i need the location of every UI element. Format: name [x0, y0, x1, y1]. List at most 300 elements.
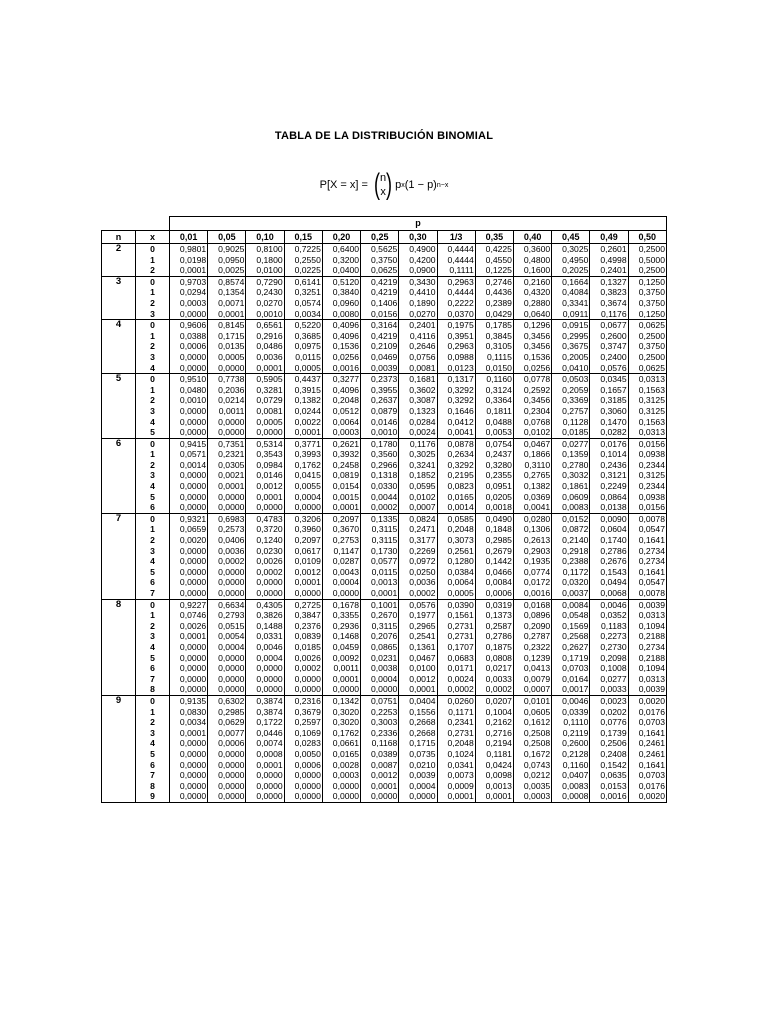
probability-cell: 0,0911	[552, 309, 590, 320]
probability-cell: 0,0512	[322, 406, 360, 417]
probability-cell: 0,1563	[628, 417, 666, 428]
probability-cell: 0,0165	[437, 492, 475, 503]
probability-cell: 0,1715	[208, 331, 246, 342]
probability-cell: 0,1342	[322, 695, 360, 706]
probability-cell: 0,4305	[246, 599, 284, 610]
table-row	[102, 363, 667, 374]
probability-cell: 0,0494	[590, 577, 628, 588]
probability-cell: 0,0000	[246, 674, 284, 685]
probability-cell: 0,0915	[552, 320, 590, 331]
probability-cell: 0,0000	[170, 791, 208, 802]
probability-cell: 0,0021	[208, 470, 246, 481]
probability-cell: 0,0754	[475, 438, 513, 449]
probability-cell: 0,4550	[475, 255, 513, 266]
probability-cell: 0,2162	[475, 717, 513, 728]
probability-cell: 0,0009	[437, 781, 475, 792]
probability-cell: 0,2188	[628, 653, 666, 664]
table-row	[102, 385, 667, 396]
probability-cell: 0,3750	[628, 298, 666, 309]
probability-cell: 0,0000	[361, 684, 399, 695]
probability-cell: 0,0824	[399, 513, 437, 524]
probability-cell: 0,0079	[513, 674, 551, 685]
probability-cell: 0,1024	[437, 749, 475, 760]
probability-cell: 0,1678	[322, 599, 360, 610]
probability-cell: 0,0000	[246, 502, 284, 513]
probability-cell: 0,3341	[552, 298, 590, 309]
probability-cell: 0,1128	[552, 417, 590, 428]
probability-cell: 0,0000	[170, 502, 208, 513]
probability-cell: 0,0743	[513, 760, 551, 771]
probability-cell: 0,2746	[475, 276, 513, 287]
probability-cell: 0,0000	[170, 770, 208, 781]
table-row	[102, 513, 667, 524]
probability-cell: 0,0410	[552, 363, 590, 374]
probability-cell: 0,1707	[437, 642, 475, 653]
probability-cell: 0,0256	[513, 363, 551, 374]
probability-cell: 0,2188	[628, 631, 666, 642]
x-cell: 7	[136, 674, 170, 685]
probability-cell: 0,0950	[208, 255, 246, 266]
probability-cell: 0,0074	[246, 738, 284, 749]
probability-cell: 0,1335	[361, 513, 399, 524]
probability-cell: 0,9025	[208, 244, 246, 255]
probability-cell: 0,2568	[552, 631, 590, 642]
table-row	[102, 770, 667, 781]
probability-cell: 0,2389	[475, 298, 513, 309]
probability-cell: 0,0384	[437, 567, 475, 578]
probability-cell: 0,0345	[590, 374, 628, 385]
probability-cell: 0,0102	[513, 427, 551, 438]
probability-cell: 0,0819	[322, 470, 360, 481]
probability-cell: 0,0001	[322, 674, 360, 685]
n-cell	[102, 707, 136, 718]
x-cell: 6	[136, 502, 170, 513]
probability-cell: 0,3281	[246, 385, 284, 396]
probability-cell: 0,0081	[246, 406, 284, 417]
probability-cell: 0,2461	[628, 738, 666, 749]
probability-cell: 0,1730	[361, 546, 399, 557]
probability-cell: 0,2646	[399, 341, 437, 352]
probability-cell: 0,0002	[208, 556, 246, 567]
probability-cell: 0,1008	[590, 663, 628, 674]
probability-cell: 0,0294	[170, 287, 208, 298]
probability-cell: 0,0000	[170, 481, 208, 492]
probability-cell: 0,3125	[628, 395, 666, 406]
probability-cell: 0,0469	[361, 352, 399, 363]
probability-cell: 0,0000	[399, 791, 437, 802]
probability-cell: 0,3115	[361, 535, 399, 546]
table-row	[102, 406, 667, 417]
probability-cell: 0,0010	[246, 309, 284, 320]
n-cell: 7	[102, 513, 136, 524]
table-row	[102, 502, 667, 513]
probability-cell: 0,2985	[208, 707, 246, 718]
probability-cell: 0,0703	[628, 770, 666, 781]
probability-cell: 0,0865	[361, 642, 399, 653]
probability-cell: 0,0036	[399, 577, 437, 588]
probability-cell: 0,1354	[208, 287, 246, 298]
probability-cell: 0,0000	[170, 567, 208, 578]
probability-cell: 0,1935	[513, 556, 551, 567]
table-row	[102, 374, 667, 385]
binomial-formula	[0, 168, 768, 202]
probability-cell: 0,2059	[552, 385, 590, 396]
probability-cell: 0,5000	[628, 255, 666, 266]
x-cell: 0	[136, 244, 170, 255]
probability-cell: 0,1848	[475, 524, 513, 535]
probability-cell: 0,1811	[475, 406, 513, 417]
probability-cell: 0,2716	[475, 728, 513, 739]
probability-cell: 0,1318	[361, 470, 399, 481]
probability-cell: 0,8145	[208, 320, 246, 331]
probability-cell: 0,4950	[552, 255, 590, 266]
table-row	[102, 492, 667, 503]
probability-cell: 0,2400	[590, 352, 628, 363]
probability-cell: 0,0446	[246, 728, 284, 739]
probability-cell: 0,0938	[628, 492, 666, 503]
probability-cell: 0,2336	[361, 728, 399, 739]
probability-cell: 0,0004	[208, 642, 246, 653]
probability-cell: 0,0034	[170, 717, 208, 728]
probability-cell: 0,0039	[628, 599, 666, 610]
probability-cell: 0,2731	[437, 728, 475, 739]
probability-cell: 0,2573	[208, 524, 246, 535]
probability-cell: 0,3915	[284, 385, 322, 396]
table-row	[102, 320, 667, 331]
probability-cell: 0,0212	[513, 770, 551, 781]
table-row	[102, 684, 667, 695]
probability-cell: 0,9415	[170, 438, 208, 449]
x-cell: 7	[136, 588, 170, 599]
probability-cell: 0,0703	[552, 663, 590, 674]
probability-cell: 0,0490	[475, 513, 513, 524]
probability-cell: 0,2304	[513, 406, 551, 417]
probability-cell: 0,0000	[208, 417, 246, 428]
table-row	[102, 674, 667, 685]
table-row	[102, 331, 667, 342]
probability-cell: 0,2097	[322, 513, 360, 524]
table-row	[102, 599, 667, 610]
probability-cell: 0,0574	[284, 298, 322, 309]
probability-cell: 0,4219	[361, 331, 399, 342]
probability-cell: 0,2249	[590, 481, 628, 492]
n-cell	[102, 298, 136, 309]
x-cell: 5	[136, 653, 170, 664]
x-cell: 5	[136, 749, 170, 760]
table-row	[102, 276, 667, 287]
x-cell: 0	[136, 695, 170, 706]
probability-cell: 0,1641	[628, 728, 666, 739]
header-row	[102, 231, 667, 244]
probability-cell: 0,0135	[208, 341, 246, 352]
probability-cell: 0,0011	[208, 406, 246, 417]
probability-cell: 0,0000	[170, 684, 208, 695]
probability-cell: 0,0413	[513, 663, 551, 674]
probability-cell: 0,2076	[361, 631, 399, 642]
probability-cell: 0,1875	[475, 642, 513, 653]
probability-cell: 0,0014	[170, 460, 208, 471]
x-cell: 4	[136, 481, 170, 492]
n-cell	[102, 352, 136, 363]
probability-cell: 0,0007	[399, 502, 437, 513]
probability-cell: 0,0046	[552, 695, 590, 706]
table-row	[102, 460, 667, 471]
table-row	[102, 791, 667, 802]
probability-cell: 0,0331	[246, 631, 284, 642]
probability-cell: 0,1014	[590, 449, 628, 460]
p-header-cell: 0,05	[208, 231, 246, 244]
probability-cell: 0,0185	[552, 427, 590, 438]
probability-cell: 0,0014	[437, 502, 475, 513]
n-cell	[102, 449, 136, 460]
probability-cell: 0,6634	[208, 599, 246, 610]
x-cell: 8	[136, 684, 170, 695]
probability-cell: 0,0077	[208, 728, 246, 739]
probability-cell: 0,0044	[361, 492, 399, 503]
probability-cell: 0,0000	[246, 770, 284, 781]
probability-cell: 0,0078	[628, 588, 666, 599]
probability-cell: 0,4116	[399, 331, 437, 342]
probability-cell: 0,0000	[208, 791, 246, 802]
probability-cell: 0,1740	[590, 535, 628, 546]
n-cell	[102, 556, 136, 567]
probability-cell: 0,0629	[208, 717, 246, 728]
probability-cell: 0,0280	[513, 513, 551, 524]
n-cell	[102, 653, 136, 664]
probability-cell: 0,3750	[628, 341, 666, 352]
probability-cell: 0,0878	[437, 438, 475, 449]
probability-cell: 0,1641	[628, 535, 666, 546]
x-cell: 0	[136, 276, 170, 287]
probability-cell: 0,4084	[552, 287, 590, 298]
probability-cell: 0,0576	[590, 363, 628, 374]
table-row	[102, 438, 667, 449]
x-cell: 9	[136, 791, 170, 802]
probability-cell: 0,0000	[246, 663, 284, 674]
p-header-cell: 0,25	[361, 231, 399, 244]
probability-cell: 0,0176	[628, 781, 666, 792]
probability-cell: 0,1536	[513, 352, 551, 363]
probability-cell: 0,3124	[475, 385, 513, 396]
probability-cell: 0,0012	[361, 770, 399, 781]
probability-cell: 0,5220	[284, 320, 322, 331]
probability-cell: 0,7351	[208, 438, 246, 449]
probability-cell: 0,1323	[399, 406, 437, 417]
probability-cell: 0,0172	[513, 577, 551, 588]
probability-cell: 0,3675	[552, 341, 590, 352]
probability-cell: 0,0064	[322, 417, 360, 428]
probability-cell: 0,0000	[284, 502, 322, 513]
probability-cell: 0,8574	[208, 276, 246, 287]
probability-cell: 0,0011	[322, 663, 360, 674]
probability-cell: 0,9321	[170, 513, 208, 524]
probability-cell: 0,1664	[552, 276, 590, 287]
probability-cell: 0,3364	[475, 395, 513, 406]
probability-cell: 0,0006	[170, 341, 208, 352]
probability-cell: 0,0000	[284, 791, 322, 802]
probability-cell: 0,0839	[284, 631, 322, 642]
probability-cell: 0,0001	[284, 427, 322, 438]
probability-cell: 0,1561	[437, 610, 475, 621]
probability-cell: 0,0153	[590, 781, 628, 792]
n-cell	[102, 255, 136, 266]
probability-cell: 0,2341	[437, 717, 475, 728]
probability-cell: 0,0503	[552, 374, 590, 385]
table-row	[102, 395, 667, 406]
probability-cell: 0,0205	[475, 492, 513, 503]
probability-cell: 0,0003	[322, 427, 360, 438]
table-row	[102, 653, 667, 664]
probability-cell: 0,0168	[513, 599, 551, 610]
x-cell: 4	[136, 556, 170, 567]
probability-cell: 0,1069	[284, 728, 322, 739]
probability-cell: 0,0609	[552, 492, 590, 503]
probability-cell: 0,0003	[322, 770, 360, 781]
probability-cell: 0,0064	[437, 577, 475, 588]
probability-cell: 0,3750	[361, 255, 399, 266]
probability-cell: 0,3277	[322, 374, 360, 385]
table-row	[102, 707, 667, 718]
p-label: p	[170, 217, 667, 231]
probability-cell: 0,2048	[437, 738, 475, 749]
probability-cell: 0,2592	[513, 385, 551, 396]
probability-cell: 0,2676	[590, 556, 628, 567]
probability-cell: 0,0388	[170, 331, 208, 342]
probability-cell: 0,0864	[590, 492, 628, 503]
probability-cell: 0,8100	[246, 244, 284, 255]
probability-cell: 0,4783	[246, 513, 284, 524]
probability-cell: 0,0000	[208, 770, 246, 781]
table-row	[102, 244, 667, 255]
probability-cell: 0,2273	[590, 631, 628, 642]
probability-cell: 0,0677	[590, 320, 628, 331]
probability-cell: 0,0972	[399, 556, 437, 567]
probability-cell: 0,0004	[284, 492, 322, 503]
probability-cell: 0,0034	[284, 309, 322, 320]
probability-cell: 0,1681	[399, 374, 437, 385]
probability-cell: 0,0002	[246, 567, 284, 578]
probability-cell: 0,1306	[513, 524, 551, 535]
probability-cell: 0,0002	[399, 588, 437, 599]
probability-cell: 0,3060	[590, 406, 628, 417]
probability-cell: 0,2613	[513, 535, 551, 546]
probability-cell: 0,0039	[399, 770, 437, 781]
probability-cell: 0,0081	[399, 363, 437, 374]
probability-cell: 0,2048	[322, 395, 360, 406]
probability-cell: 0,0287	[322, 556, 360, 567]
probability-cell: 0,0010	[361, 427, 399, 438]
table-row	[102, 588, 667, 599]
probability-cell: 0,2471	[399, 524, 437, 535]
probability-cell: 0,2918	[552, 546, 590, 557]
probability-cell: 0,0778	[513, 374, 551, 385]
probability-cell: 0,0002	[284, 663, 322, 674]
probability-cell: 0,2437	[475, 449, 513, 460]
probability-cell: 0,1977	[399, 610, 437, 621]
probability-cell: 0,2621	[322, 438, 360, 449]
probability-cell: 0,2097	[284, 535, 322, 546]
probability-cell: 0,1239	[513, 653, 551, 664]
probability-cell: 0,0001	[322, 502, 360, 513]
probability-cell: 0,1542	[590, 760, 628, 771]
probability-cell: 0,0028	[322, 760, 360, 771]
probability-cell: 0,6400	[322, 244, 360, 255]
probability-cell: 0,0000	[322, 791, 360, 802]
x-cell: 0	[136, 320, 170, 331]
table-row	[102, 546, 667, 557]
probability-cell: 0,3670	[322, 524, 360, 535]
probability-cell: 0,0000	[246, 781, 284, 792]
probability-cell: 0,3125	[628, 470, 666, 481]
probability-cell: 0,2461	[628, 749, 666, 760]
probability-cell: 0,1382	[284, 395, 322, 406]
probability-cell: 0,3251	[284, 287, 322, 298]
probability-cell: 0,7738	[208, 374, 246, 385]
p-header-cell: 0,50	[628, 231, 666, 244]
x-cell: 6	[136, 577, 170, 588]
probability-cell: 0,4219	[361, 287, 399, 298]
probability-cell: 0,0002	[475, 684, 513, 695]
probability-cell: 0,0084	[552, 599, 590, 610]
probability-cell: 0,1722	[246, 717, 284, 728]
probability-cell: 0,0000	[208, 577, 246, 588]
probability-cell: 0,1543	[590, 567, 628, 578]
page-title: TABLA DE LA DISTRIBUCIÓN BINOMIAL	[274, 130, 494, 142]
probability-cell: 0,3200	[322, 255, 360, 266]
probability-cell: 0,4436	[475, 287, 513, 298]
x-cell: 5	[136, 427, 170, 438]
n-cell	[102, 427, 136, 438]
probability-cell: 0,0004	[361, 674, 399, 685]
probability-cell: 0,0000	[284, 770, 322, 781]
probability-cell: 0,0001	[170, 728, 208, 739]
probability-cell: 0,3206	[284, 513, 322, 524]
probability-cell: 0,0415	[284, 470, 322, 481]
n-cell	[102, 395, 136, 406]
probability-cell: 0,0988	[437, 352, 475, 363]
probability-cell: 0,3032	[552, 470, 590, 481]
probability-cell: 0,0000	[170, 492, 208, 503]
probability-cell: 0,3125	[628, 406, 666, 417]
probability-cell: 0,2500	[628, 244, 666, 255]
probability-cell: 0,1172	[552, 567, 590, 578]
probability-cell: 0,1890	[399, 298, 437, 309]
probability-cell: 0,0090	[590, 513, 628, 524]
probability-cell: 0,0319	[475, 599, 513, 610]
probability-cell: 0,0000	[208, 663, 246, 674]
probability-cell: 0,2036	[208, 385, 246, 396]
probability-cell: 0,0000	[208, 427, 246, 438]
probability-cell: 0,0277	[552, 438, 590, 449]
x-cell: 3	[136, 631, 170, 642]
probability-cell: 0,0000	[208, 502, 246, 513]
probability-cell: 0,3456	[513, 395, 551, 406]
probability-cell: 0,0000	[208, 674, 246, 685]
n-cell	[102, 610, 136, 621]
probability-cell: 0,0872	[552, 524, 590, 535]
probability-cell: 0,0830	[170, 707, 208, 718]
probability-cell: 0,2408	[590, 749, 628, 760]
probability-cell: 0,1111	[437, 265, 475, 276]
probability-cell: 0,0000	[246, 427, 284, 438]
probability-cell: 0,3960	[284, 524, 322, 535]
x-cell: 4	[136, 642, 170, 653]
x-cell: 0	[136, 599, 170, 610]
probability-cell: 0,0100	[246, 265, 284, 276]
table-row	[102, 265, 667, 276]
n-cell	[102, 621, 136, 632]
probability-cell: 0,1147	[322, 546, 360, 557]
